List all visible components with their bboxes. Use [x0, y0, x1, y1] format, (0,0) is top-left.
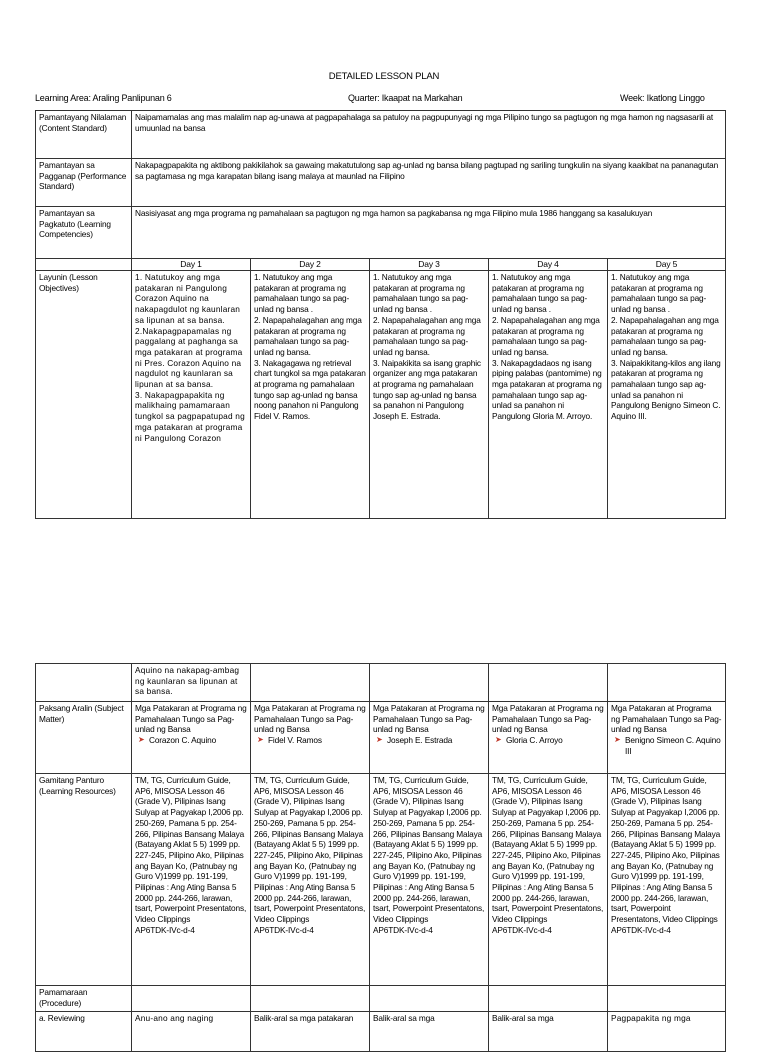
- day5-subject-bullet: [611, 735, 722, 756]
- quarter: Quarter: Ikaapat na Markahan: [348, 93, 463, 103]
- day2-competency-code: AP6TDK-IVc-d-4: [254, 924, 314, 935]
- procedure-row: [36, 986, 726, 1012]
- day3-president: Joseph E. Estrada: [387, 735, 453, 746]
- day1-subject-text: Mga Patakaran at Programa ng Pamahalaan Tungo sa Pag-unlad ng Bansa: [135, 703, 247, 735]
- objectives-label: Layunin (Lesson Objectives): [36, 271, 132, 519]
- day-header-row: [36, 259, 726, 271]
- reviewing-label: a. Reviewing: [36, 1012, 132, 1052]
- day3-reviewing: Balik-aral sa mga: [370, 1012, 489, 1052]
- lesson-plan-table-continued: [35, 663, 726, 1052]
- blank-continuation-label: [36, 664, 132, 702]
- day1-header: Day 1: [132, 259, 251, 271]
- content-standard-label: Pamantayang Nilalaman (Content Standard): [36, 111, 132, 159]
- day3-objective-3: 3. Naipakikita sa isang graphic organizer ang mga patakaran at programa ng pamahalaan tungo sap ag-unlad ng bansa sa panahon ni Pangulong Joseph E. Estrada.: [373, 357, 481, 422]
- day4-competency-code: AP6TDK-IVc-d-4: [492, 924, 552, 935]
- day4-objective-3: 3. Nakapagdadaos ng isang piping palabas (pantomime) ng mga patakaran at programa ng pamahalaan tungo sap ag-unlad sa panahon ni Pangulong Gloria M. Arroyo.: [492, 357, 602, 422]
- blank-procedure-1: [132, 986, 251, 1012]
- pointer-icon: ➤: [257, 735, 264, 745]
- subject-matter-label: Paksang Aralin (Subject Matter): [36, 702, 132, 774]
- learning-competencies-row: [36, 207, 726, 259]
- blank-continuation-2: [251, 664, 370, 702]
- day3-header: Day 3: [370, 259, 489, 271]
- continuation-row: [36, 664, 726, 702]
- reviewing-row: [36, 1012, 726, 1052]
- day5-objective-1: 1. Natutukoy ang mga patakaran at programa ng pamahalaan tungo sa pag-unlad ng bansa .: [611, 272, 707, 315]
- day4-objectives: [489, 271, 608, 519]
- learning-area: Learning Area: Araling Panlipunan 6: [35, 93, 172, 103]
- day4-objective-2: 2. Napapahalagahan ang mga patakaran at programa ng pamahalaan tungo sa pag-unlad ng bansa.: [492, 314, 600, 357]
- day2-objective-1: 1. Natutukoy ang mga patakaran at programa ng pamahalaan tungo sa pag-unlad ng bansa .: [254, 272, 350, 315]
- performance-standard-text: Nakapagpapakita ng aktibong pakikilahok sa gawaing makatutulong sap ag-unlad ng bansa bilang pagtupad ng sariling tungkulin na siyang kaakibat na pananagutan sa pagtamasa ng mga karapatan bilang isang malaya at maunlad na Filipino: [132, 159, 726, 207]
- day1-subject-bullet: [135, 735, 247, 746]
- day1-president: Corazon C. Aquino: [149, 735, 217, 746]
- blank-header-cell: [36, 259, 132, 271]
- day2-resources: [251, 774, 370, 986]
- pointer-icon: ➤: [614, 735, 621, 745]
- day3-objective-1: 1. Natutukoy ang mga patakaran at programa ng pamahalaan tungo sa pag-unlad ng bansa .: [373, 272, 469, 315]
- content-standard-row: [36, 111, 726, 159]
- subject-matter-row: [36, 702, 726, 774]
- day5-resources: [608, 774, 726, 986]
- day2-reviewing: Balik-aral sa mga patakaran: [251, 1012, 370, 1052]
- day4-subject-bullet: [492, 735, 604, 746]
- pointer-icon: ➤: [376, 735, 383, 745]
- day4-subject: [489, 702, 608, 774]
- day5-header: Day 5: [608, 259, 726, 271]
- blank-continuation-5: [608, 664, 726, 702]
- day3-subject-text: Mga Patakaran at Programa ng Pamahalaan Tungo sa Pag-unlad ng Bansa: [373, 703, 485, 735]
- day3-competency-code: AP6TDK-IVc-d-4: [373, 924, 433, 935]
- day2-resources-text: TM, TG, Curriculum Guide, AP6, MISOSA Lesson 46 (Grade V), Pilipinas Isang Sulyap at Pagyakap I,2006 pp. 250-269, Pamana 5 pp. 254-266, Pilipinas Bansang Malaya (Batayang Aklat 5 5) 1999 pp. 227-245, Pilipino Ako, Pilipinas ang Bayan Ko, (Patnubay ng Guro V)1999 pp. 191-199, Pilipinas : Ang Ating Bansa 5 2000 pp. 244-266, larawan, tsart, Powerpoint Presentatons, Video Clippings: [254, 775, 366, 925]
- blank-procedure-3: [370, 986, 489, 1012]
- day3-resources-text: TM, TG, Curriculum Guide, AP6, MISOSA Lesson 46 (Grade V), Pilipinas Isang Sulyap at Pagyakap I,2006 pp. 250-269, Pamana 5 pp. 254-266, Pilipinas Bansang Malaya (Batayang Aklat 5 5) 1999 pp. 227-245, Pilipino Ako, Pilipinas ang Bayan Ko, (Patnubay ng Guro V)1999 pp. 191-199, Pilipinas : Ang Ating Bansa 5 2000 pp. 244-266, larawan, tsart, Powerpoint Presentatons, Video Clippings: [373, 775, 485, 925]
- performance-standard-label: Pamantayan sa Pagganap (Performance Standard): [36, 159, 132, 207]
- blank-procedure-5: [608, 986, 726, 1012]
- day3-subject: [370, 702, 489, 774]
- resources-row: [36, 774, 726, 986]
- day1-reviewing: Anu-ano ang naging: [132, 1012, 251, 1052]
- day5-competency-code: AP6TDK-IVc-d-4: [611, 924, 671, 935]
- lesson-plan-table: [35, 110, 726, 519]
- day2-objective-2: 2. Napapahalagahan ang mga patakaran at programa ng pamahalaan tungo sa pag-unlad ng bansa.: [254, 314, 362, 357]
- day5-objective-3: 3. Naipakikitang-kilos ang ilang patakaran at programa ng pamahalaan tungo sap ag-unlad sa panahon ni Pangulong Benigno Simeon C. Aquino III.: [611, 357, 721, 422]
- day1-resources-text: TM, TG, Curriculum Guide, AP6, MISOSA Lesson 46 (Grade V), Pilipinas Isang Sulyap at Pagyakap I,2006 pp. 250-269, Pamana 5 pp. 254-266, Pilipinas Bansang Malaya (Batayang Aklat 5 5) 1999 pp. 227-245, Pilipino Ako, Pilipinas ang Bayan Ko, (Patnubay ng Guro V)1999 pp. 191-199, Pilipinas : Ang Ating Bansa 5 2000 pp. 244-266, larawan, tsart, Powerpoint Presentatons, Video Clippings: [135, 775, 247, 925]
- day5-resources-text: TM, TG, Curriculum Guide, AP6, MISOSA Lesson 46 (Grade V), Pilipinas Isang Sulyap at Pagyakap I,2006 pp. 250-269, Pamana 5 pp. 254-266, Pilipinas Bansang Malaya (Batayang Aklat 5 5) 1999 pp. 227-245, Pilipino Ako, Pilipinas ang Bayan Ko, (Patnubay ng Guro V)1999 pp. 191-199, Pilipinas : Ang Ating Bansa 5 2000 pp. 244-266, larawan, tsart, Powerpoint Presentatons, Video Clippings: [611, 775, 721, 925]
- day2-subject-bullet: [254, 735, 366, 746]
- day4-resources: [489, 774, 608, 986]
- day2-header: Day 2: [251, 259, 370, 271]
- day5-objective-2: 2. Napapahalagahan ang mga patakaran at programa ng pamahalaan tungo sa pag-unlad ng bansa.: [611, 314, 719, 357]
- day4-reviewing: Balik-aral sa mga: [489, 1012, 608, 1052]
- day2-objectives: [251, 271, 370, 519]
- day5-president: Benigno Simeon C. Aquino III: [625, 735, 721, 756]
- resources-label: Gamitang Panturo (Learning Resources): [36, 774, 132, 986]
- day3-resources: [370, 774, 489, 986]
- day3-subject-bullet: [373, 735, 485, 746]
- day2-subject-text: Mga Patakaran at Programa ng Pamahalaan Tungo sa Pag-unlad ng Bansa: [254, 703, 366, 735]
- day1-objectives: [132, 271, 251, 519]
- learning-competencies-label: Pamantayan sa Pagkatuto (Learning Competencies): [36, 207, 132, 259]
- week: Week: Ikatlong Linggo: [620, 93, 705, 103]
- procedure-label: Pamamaraan (Procedure): [36, 986, 132, 1012]
- day4-president: Gloria C. Arroyo: [506, 735, 563, 746]
- blank-continuation-3: [370, 664, 489, 702]
- performance-standard-row: [36, 159, 726, 207]
- day5-reviewing: Pagpapakita ng mga: [608, 1012, 726, 1052]
- day2-president: Fidel V. Ramos: [268, 735, 322, 746]
- content-standard-text: Naipamamalas ang mas malalim nap ag-unawa at pagpapahalaga sa patuloy na pagpupunyagi ng mga Pilipino tungo sa pagtugon ng mga hamon ng nagsasarili at umuunlad na bansa: [132, 111, 726, 159]
- pointer-icon: ➤: [138, 735, 145, 745]
- day1-competency-code: AP6TDK-IVc-d-4: [135, 924, 195, 935]
- day1-objective-continuation: Aquino na nakapag-ambag ng kaunlaran sa lipunan at sa bansa.: [132, 664, 251, 702]
- day4-objective-1: 1. Natutukoy ang mga patakaran at programa ng pamahalaan tungo sa pag-unlad ng bansa .: [492, 272, 588, 315]
- objectives-row: [36, 271, 726, 519]
- blank-procedure-4: [489, 986, 608, 1012]
- day1-objective-2: 2.Nakapagpapamalas ng paggalang at paghanga sa mga patakaran at programa ni Pres. Corazon Aquino na nagdulot ng kaunlaran sa lipunan at sa bansa.: [135, 325, 243, 390]
- day4-header: Day 4: [489, 259, 608, 271]
- learning-competencies-text: Nasisiyasat ang mga programa ng pamahalaan sa pagtugon ng mga hamon sa pagkabansa ng mga Filipino mula 1986 hanggang sa kasalukuyan: [132, 207, 726, 259]
- pointer-icon: ➤: [495, 735, 502, 745]
- day2-objective-3: 3. Nakagagawa ng retrieval chart tungkol sa mga patakaran at programa ng pamahalaan tungo sap ag-unlad ng bansa noong panahon ni Pangulong Fidel V. Ramos.: [254, 357, 366, 422]
- day1-subject: [132, 702, 251, 774]
- day1-objective-3: 3. Nakapagpapakita ng malikhaing pamamaraan tungkol sa pagpapatupad ng mga patakaran at programa ni Pangulong Corazon: [135, 389, 245, 443]
- blank-continuation-4: [489, 664, 608, 702]
- day3-objectives: [370, 271, 489, 519]
- day1-objective-1: 1. Natutukoy ang mga patakaran ni Pangulong Corazon Aquino na nakapagdulot ng kaunlaran sa lipunan at sa bansa.: [135, 272, 241, 325]
- day5-objectives: [608, 271, 726, 519]
- day3-objective-2: 2. Napapahalagahan ang mga patakaran at programa ng pamahalaan tungo sa pag-unlad ng bansa.: [373, 314, 481, 357]
- day5-subject: [608, 702, 726, 774]
- day4-resources-text: TM, TG, Curriculum Guide, AP6, MISOSA Lesson 46 (Grade V), Pilipinas Isang Sulyap at Pagyakap I,2006 pp. 250-269, Pamana 5 pp. 254-266, Pilipinas Bansang Malaya (Batayang Aklat 5 5) 1999 pp. 227-245, Pilipino Ako, Pilipinas ang Bayan Ko, (Patnubay ng Guro V)1999 pp. 191-199, Pilipinas : Ang Ating Bansa 5 2000 pp. 244-266, larawan, tsart, Powerpoint Presentatons, Video Clippings: [492, 775, 604, 925]
- day5-subject-text: Mga Patakaran at Programa ng Pamahalaan Tungo sa Pag-unlad ng Bansa: [611, 703, 722, 735]
- day1-resources: [132, 774, 251, 986]
- day4-subject-text: Mga Patakaran at Programa ng Pamahalaan Tungo sa Pag-unlad ng Bansa: [492, 703, 604, 735]
- day2-subject: [251, 702, 370, 774]
- blank-procedure-2: [251, 986, 370, 1012]
- doc-title: DETAILED LESSON PLAN: [328, 71, 440, 82]
